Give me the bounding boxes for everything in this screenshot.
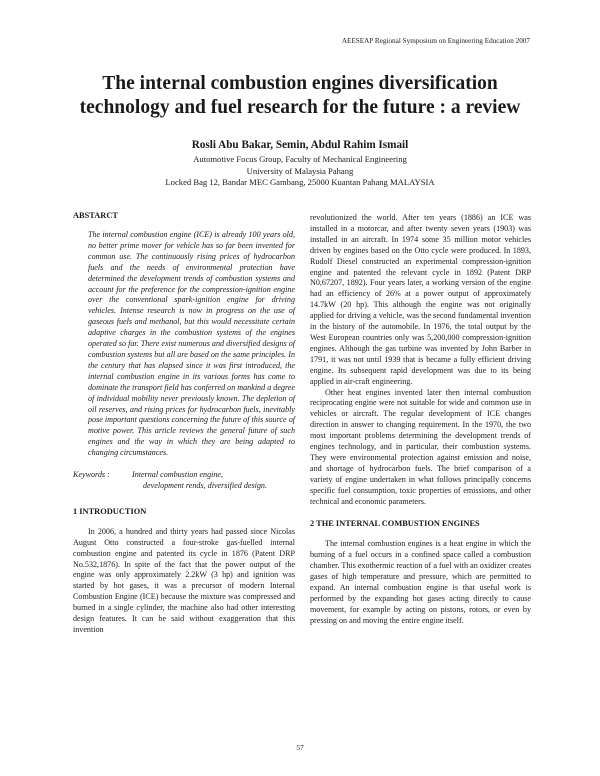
title-line-1: The internal combustion engines diversification bbox=[102, 73, 498, 94]
affiliation-line-3: Locked Bag 12, Bandar MEC Gambang, 25000 Kuantan Pahang MALAYSIA bbox=[165, 177, 435, 187]
keywords-line-2: development rends, diversified design. bbox=[143, 480, 267, 490]
right-column bbox=[310, 213, 531, 627]
affiliation-line-1: Automotive Focus Group, Faculty of Mechanical Engineering bbox=[193, 154, 407, 164]
keywords-list bbox=[132, 470, 295, 492]
keywords-line-1: Internal combustion engine, bbox=[132, 470, 224, 480]
keywords-label: Keywords : bbox=[73, 470, 110, 480]
left-column bbox=[73, 210, 295, 636]
introduction-paragraph-1: In 2006, a hundred and thirty years had passed since Nicolas August Otto constructed a four-stroke gas-fuelled internal combustion engine and patented its cycle in 1876 (Patent DRP No.532,1876). In spite of the fact that the power output of the engine was only approximately 2.2kW (3 hp) and ignition was started by hot gases, it was a precursor of modern Internal Combustion Engine (ICE) because the mixture was compressed and burned in a single cylinder, the machine also had other interesting design features. It can be said without exaggeration that this invention bbox=[73, 526, 295, 634]
introduction-heading: 1 INTRODUCTION bbox=[73, 506, 147, 516]
affiliation-line-2: University of Malaysia Pahang bbox=[246, 166, 354, 176]
page-number: 57 bbox=[296, 743, 304, 752]
keywords bbox=[73, 470, 295, 492]
abstract-heading: ABSTARCT bbox=[73, 211, 118, 220]
introduction-paragraph-2: Other heat engines invented later then internal combustion reciprocating engine were not suitable for wide and common use in vehicles or aircraft. The regular development of ICE changes direction in answer to changing requirement. In the 1970, the two most important problems determining the development trends of engines technology, and in particular, their combustion systems. They were environmental protection against emission and noise, and shortage of hydrocarbon fuels. The brief comparison of a variety of engine undertaken in what follows principally concerns specific fuel consumption, toxic properties of emissions, and other technical and economic parameters. bbox=[310, 387, 531, 506]
section-2-heading: 2 THE INTERNAL COMBUSTION ENGINES bbox=[310, 519, 480, 529]
abstract-text: The internal combustion engine (ICE) is already 100 years old, no better prime mover for vehicle has so far been invented for common use. The continuously rising prices of hydrocarbon fuels and the needs of environmental protection have determined the development trends of combustion systems and account for the preference for the compression-ignition engine over the conventional spark-ignition engine for driving vehicles. Intense research is now in progress on the use of gaseous fuels and methanol, but this would necessitate certain adaptive charges in the combustion systems of the engines operated so far. There exist numerous and diversified designs of combustion systems but all are based on the same principles. In the century that has elapsed since it was first introduced, the internal combustion engine in its various forms has come to dominate the transport field has conferred on mankind a degree of individual mobility never previously known. The depletion of oil reserves, and rising prices for hydrocarbon fuels, inevitably pose important questions concerning the future of this source of motive power. This article reviews the general future of such engines and the way in which they are being adapted to changing circumstances. bbox=[88, 230, 295, 458]
running-header: AEESEAP Regional Symposium on Engineering Education 2007 bbox=[341, 37, 530, 45]
paper-title bbox=[60, 72, 540, 120]
section-2-paragraph-1: The internal combustion engines is a heat engine in which the burning of a fuel occurs in a confined space called a combustion chamber. This exothermic reaction of a fuel with an oxidizer creates gases of high temperature and pressure, which are permitted to expand. An internal combustion engine is that useful work is performed by the expanding hot gases acting directly to cause movement, for example by acting on pistons, rotors, or even by pressing on and moving the entire engine itself. bbox=[310, 539, 531, 625]
title-line-2: technology and fuel research for the future : a review bbox=[79, 97, 521, 118]
introduction-paragraph-1-continued: revolutionized the world. After ten years (1886) an ICE was installed in a motorcar, and after twenty seven years (1903) was installed in an aircraft. In 1974 some 35 million motor vehicles driven by engines based on the Otto cycle were produced. In 1893, Rudolf Diesel constructed an experimental compression-ignition engine and patented the relevant cycle in 1892 (Patent DRP N0,67207, 1892). Four years later, a working version of the engine had an efficiency of 26% at a power output of approximately 14.7kW (20 hp). This although the engine was not originally applied for driving a vehicle, was the second fundamental invention in the history of the automobile. In 1976, the total output by the West European countries only was 5,200,000 compression-ignition engines. Although the gas turbine was invented by John Barber in 1791, it was not until 1939 that is became a fully efficient driving engine. Its subsequent rapid development was due to its being applied in air-craft engineering. bbox=[310, 213, 531, 386]
author-list: Rosli Abu Bakar, Semin, Abdul Rahim Ismail bbox=[191, 139, 409, 151]
